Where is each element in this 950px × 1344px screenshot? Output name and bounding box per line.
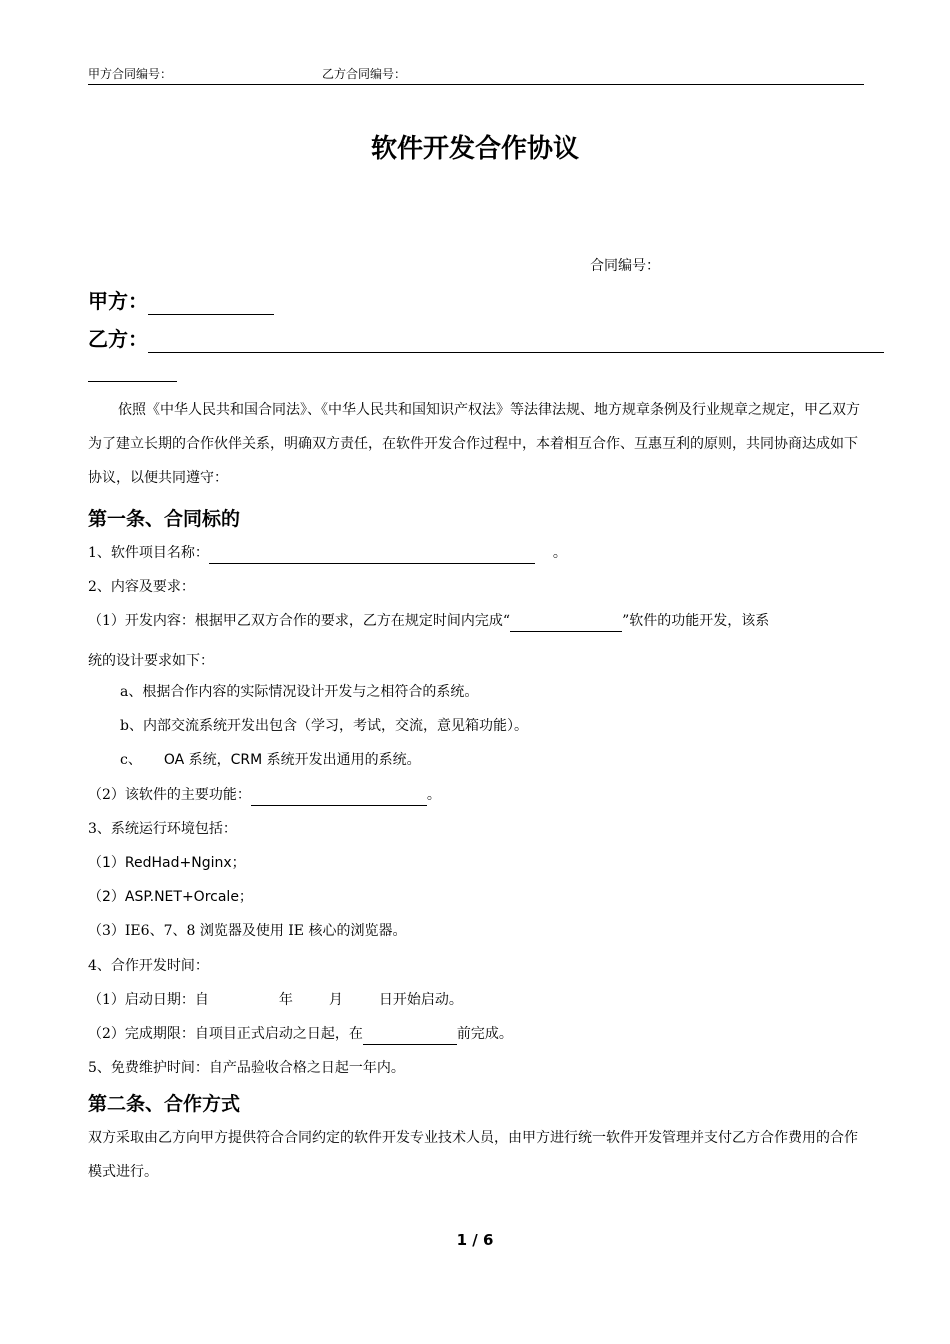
start-date-line: （1）启动日期：自 年 月 日开始启动。 (88, 992, 463, 1008)
dev-content-line: （1）开发内容：根据甲乙双方合作的要求，乙方在规定时间内完成“ ”软件的功能开发，该系 (88, 611, 769, 632)
main-function-line: （2）该软件的主要功能： 。 (88, 785, 441, 806)
environment-1: （1）RedHad+Nginx； (88, 855, 246, 871)
party-a-line (88, 288, 274, 315)
environment-3: （3）IE6、7、8 浏览器及使用 IE 核心的浏览器。 (88, 923, 407, 939)
finish-deadline-line: （2）完成期限：自项目正式启动之日起，在 前完成。 (88, 1024, 513, 1045)
project-name-line: 1、软件项目名称： 。 (88, 543, 567, 564)
content-requirements-label: 2、内容及要求： (88, 579, 195, 595)
party-b-blank[interactable] (148, 326, 884, 353)
requirement-c: c、 OA 系统，CRM 系统开发出通用的系统。 (120, 752, 421, 768)
party-a-contract-number-label: 甲方合同编号： (88, 67, 173, 81)
party-a-label: 甲方： (88, 289, 148, 313)
page-indicator: 1 / 6 (456, 1231, 494, 1249)
requirement-a: a、根据合作内容的实际情况设计开发与之相符合的系统。 (120, 684, 479, 700)
article-2-text: 双方采取由乙方向甲方提供符合合同约定的软件开发专业技术人员，由甲方进行统一软件开发管理并支付乙方合作费用的合作模式进行。 (88, 1130, 858, 1180)
party-b-contract-number-label: 乙方合同编号： (322, 67, 407, 81)
party-b-line (88, 326, 884, 353)
dev-content-line-2: 统的设计要求如下： (88, 653, 214, 669)
main-function-blank[interactable] (251, 785, 427, 806)
party-b-blank-continuation[interactable] (88, 381, 177, 382)
intro-paragraph: 依照《中华人民共和国合同法》、《中华人民共和国知识产权法》等法律法规、地方规章条例及行业规章之规定，甲乙双方为了建立长期的合作伙伴关系，明确双方责任，在软件开发合作过程中，本着相互合作、互惠互利的原则，共同协商达成如下协议，以便共同遵守： (88, 402, 860, 486)
environment-2: （2）ASP.NET+Orcale； (88, 889, 253, 905)
dev-time-label: 4、合作开发时间： (88, 958, 209, 974)
requirement-b: b、内部交流系统开发出包含（学习，考试，交流，意见箱功能）。 (120, 718, 528, 734)
contract-number-label: 合同编号： (590, 258, 660, 274)
document-title: 软件开发合作协议 (370, 134, 579, 164)
environment-label: 3、系统运行环境包括： (88, 821, 237, 837)
software-name-blank[interactable] (510, 611, 622, 632)
project-name-blank[interactable] (209, 543, 535, 564)
article-1-heading: 第一条、合同标的 (88, 508, 241, 530)
party-b-label: 乙方： (88, 327, 148, 351)
finish-deadline-blank[interactable] (363, 1024, 457, 1045)
maintenance-line: 5、免费维护时间：自产品验收合格之日起一年内。 (88, 1060, 405, 1076)
project-name-label: 1、软件项目名称： (88, 545, 209, 561)
article-2-heading: 第二条、合作方式 (88, 1093, 241, 1115)
page-header (88, 66, 864, 85)
party-a-blank[interactable] (148, 288, 274, 315)
